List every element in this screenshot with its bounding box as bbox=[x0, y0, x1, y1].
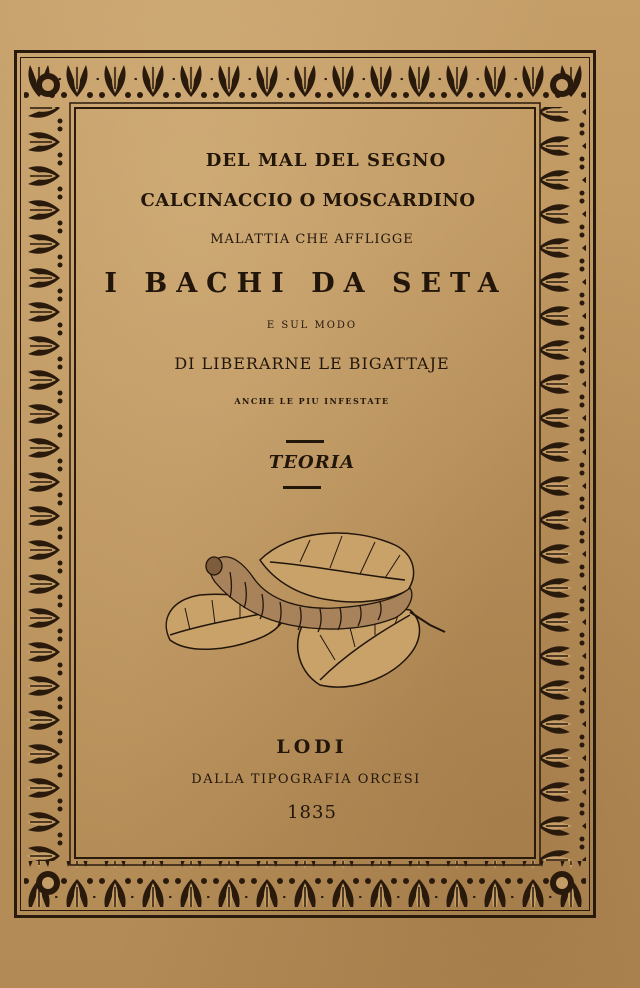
divider-top bbox=[286, 440, 324, 443]
title-line-7: ANCHE LE PIU INFESTATE bbox=[234, 396, 390, 406]
main-title: I BACHI DA SETA bbox=[104, 268, 508, 299]
title-line-3: MALATTIA CHE AFFLIGGE bbox=[210, 232, 414, 247]
title-line-6: DI LIBERARNE LE BIGATTAJE bbox=[174, 354, 450, 373]
title-line-2: CALCINACCIO O MOSCARDINO bbox=[140, 190, 476, 211]
title-line-1: DEL MAL DEL SEGNO bbox=[205, 150, 447, 171]
silkworm-illustration bbox=[160, 520, 450, 690]
title-line-5: E SUL MODO bbox=[266, 320, 358, 331]
imprint-city: LODI bbox=[276, 736, 348, 758]
subtitle: TEORIA bbox=[268, 452, 356, 473]
imprint-printer: DALLA TIPOGRAFIA ORCESI bbox=[191, 772, 421, 787]
divider-bottom bbox=[283, 486, 321, 489]
imprint-year: 1835 bbox=[287, 802, 337, 823]
